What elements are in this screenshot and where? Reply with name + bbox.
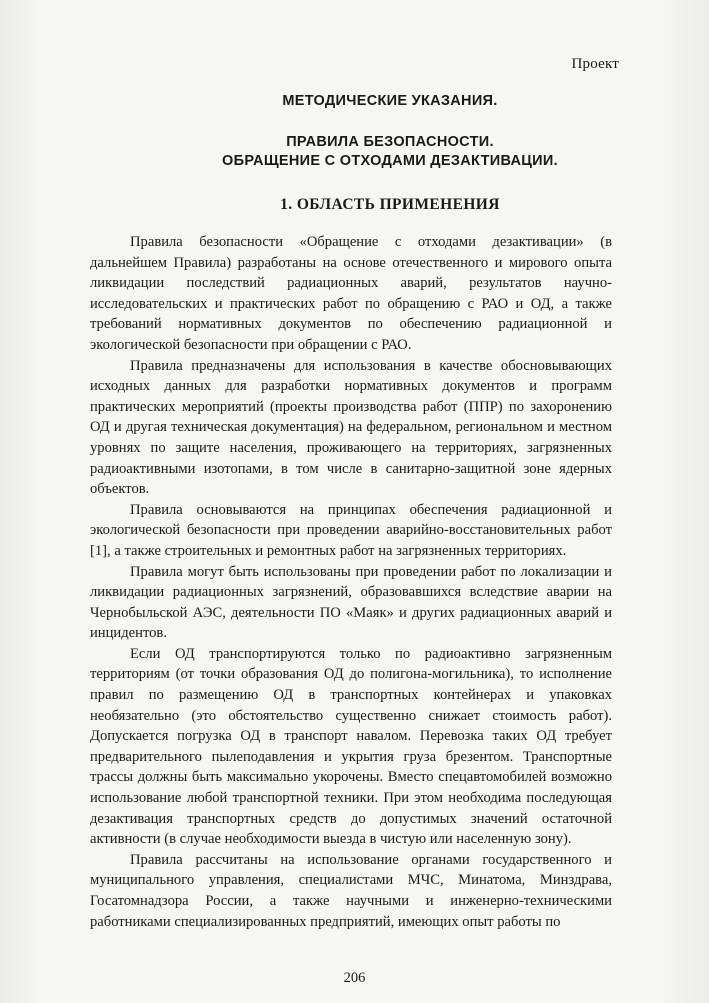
paragraph: Правила могут быть использованы при проведении работ по локализации и ликвидации радиационных загрязнений, образовавшихся вследствие аварии на Чернобыльской АЭС, деятельности ПО «Маяк» и других радиационных аварий и инцидентов. xyxy=(90,563,612,642)
body-text xyxy=(90,232,612,932)
paragraph: Правила рассчитаны на использование органами государственного и муниципального управления, специалистами МЧС, Минатома, Минздрава, Госатомнадзора России, а также научными и инженерно-техническими работниками специализированных предприятий, имеющих опыт работы по xyxy=(90,851,612,930)
page-number: 206 xyxy=(343,970,366,986)
paragraph: Правила основываются на принципах обеспечения радиационной и экологической безопасности при проведении аварийно-восстановительных работ [1], а также строительных и ремонтных работ на загрязненных территориях. xyxy=(90,501,612,559)
paragraph: Правила предназначены для использования в качестве обосновывающих исходных данных для разработки нормативных документов и программ практических мероприятий (проекты производства работ (ППР) по захоронению ОД и другая техническая документация) на федеральном, региональном и местном уровнях по защите населения, проживающего на территориях, загрязненных радиоактивными изотопами, в том числе в санитарно-защитной зоне ядерных объектов. xyxy=(90,357,612,498)
project-label: Проект xyxy=(571,56,619,72)
paragraph: Правила безопасности «Обращение с отходами дезактивации» (в дальнейшем Правила) разработаны на основе отечественного и мирового опыта ликвидации последствий радиационных аварий, результатов научно-исследовательских и практических работ по обращению с РАО и ОД, а также требований нормативных документов по обеспечению радиационной и экологической безопасности при обращении с РАО. xyxy=(90,234,612,353)
section-heading: 1. ОБЛАСТЬ ПРИМЕНЕНИЯ xyxy=(280,196,500,213)
document-subtitle-line-1: ПРАВИЛА БЕЗОПАСНОСТИ. xyxy=(286,134,494,150)
paragraph: Если ОД транспортируются только по радиоактивно загрязненным территориям (от точки образования ОД до полигона-могильника), то исполнение правил по размещению ОД в транспортных контейнерах и упаковках необязательно (это обстоятельство существенно снижает стоимость работ). Допускается погрузка ОД в транспорт навалом. Перевозка таких ОД требует предварительного пылеподавления и укрытия груза брезентом. Транспортные трассы должны быть максимально укорочены. Вместо спецавтомобилей возможно использование любой транспортной техники. При этом необходима последующая дезактивация транспортных средств до допустимых значений остаточной активности (в случае необходимости выезда в чистую или населенную зону). xyxy=(90,645,612,848)
document-subtitle-line-2: ОБРАЩЕНИЕ С ОТХОДАМИ ДЕЗАКТИВАЦИИ. xyxy=(222,153,558,169)
document-title: МЕТОДИЧЕСКИЕ УКАЗАНИЯ. xyxy=(282,93,498,109)
